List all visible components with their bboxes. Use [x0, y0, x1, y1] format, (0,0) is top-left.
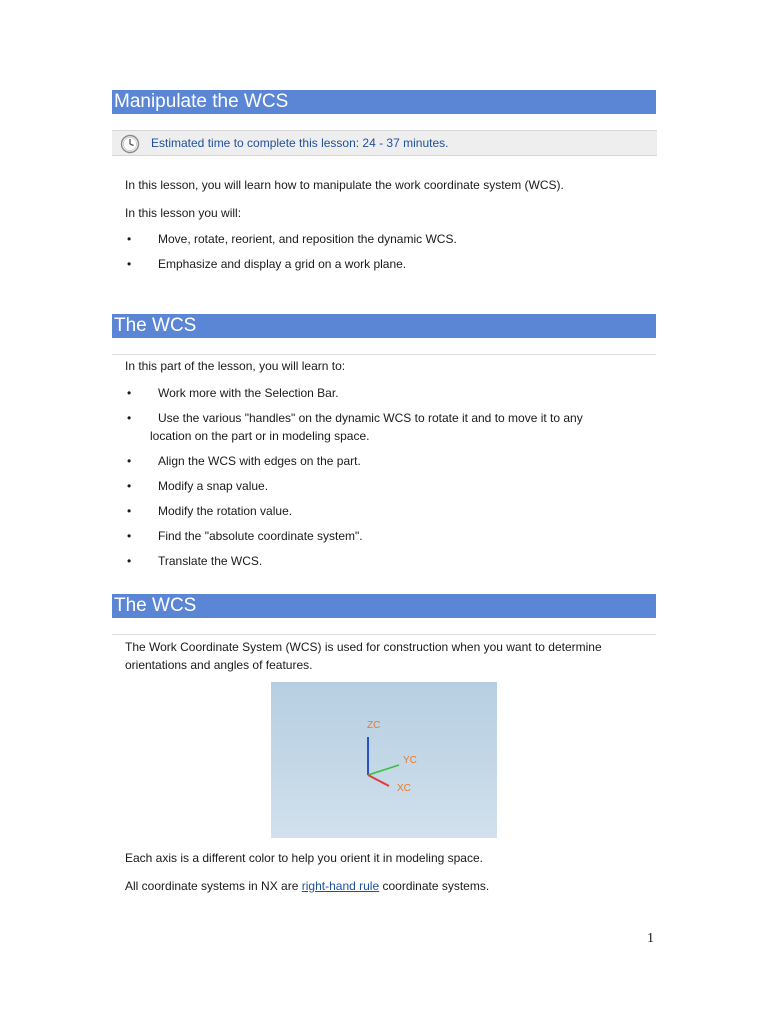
y-axis-line: [368, 765, 399, 775]
bullet-icon: •: [127, 504, 132, 518]
bullet-icon: •: [127, 529, 132, 543]
bullet-icon: •: [127, 454, 132, 468]
estimated-time-text: Estimated time to complete this lesson: 24 - 37 minutes.: [151, 136, 449, 150]
list-item: Modify the rotation value.: [158, 504, 293, 518]
z-axis-label: ZC: [367, 720, 381, 731]
intro-paragraph: In this lesson, you will learn how to manipulate the work coordinate system (WCS).: [125, 178, 564, 192]
bullet-icon: •: [127, 554, 132, 568]
lead-paragraph: In this lesson you will:: [125, 206, 242, 220]
bullet-icon: •: [127, 411, 132, 425]
list-item: Modify a snap value.: [158, 479, 269, 493]
bullet-icon: •: [127, 257, 132, 271]
y-axis-label: YC: [403, 755, 417, 766]
page-number: 1: [647, 931, 654, 946]
x-axis-label: XC: [397, 783, 411, 794]
list-item-continuation: location on the part or in modeling space.: [150, 429, 370, 443]
clock-icon: [120, 134, 140, 154]
list-item: Move, rotate, reorient, and reposition the dynamic WCS.: [158, 232, 457, 246]
lead-paragraph: In this part of the lesson, you will learn to:: [125, 359, 346, 373]
list-item: Translate the WCS.: [158, 554, 263, 568]
section-title-the-wcs-2: The WCS: [112, 594, 656, 618]
x-axis-line: [368, 775, 389, 786]
section-title-the-wcs: The WCS: [112, 314, 656, 338]
rule-text-pre: All coordinate systems in NX are: [125, 879, 302, 893]
wcs-axes-figure: [271, 682, 497, 838]
list-item: Find the "absolute coordinate system".: [158, 529, 363, 543]
right-hand-rule-sentence: [125, 878, 489, 895]
estimated-time-banner: [112, 130, 657, 156]
right-hand-rule-link[interactable]: right-hand rule: [301, 879, 380, 893]
bullet-icon: •: [127, 479, 132, 493]
rule-text-post: coordinate systems.: [379, 879, 490, 893]
list-item: Work more with the Selection Bar.: [158, 386, 339, 400]
wcs-paragraph-line2: orientations and angles of features.: [125, 658, 313, 672]
list-item: Emphasize and display a grid on a work plane.: [158, 257, 407, 271]
divider: [112, 634, 656, 635]
axis-caption: Each axis is a different color to help you orient it in modeling space.: [125, 851, 483, 865]
divider: [112, 354, 656, 355]
wcs-axes-diagram: [271, 682, 497, 838]
list-item: Use the various "handles" on the dynamic WCS to rotate it and to move it to any: [158, 411, 583, 425]
bullet-icon: •: [127, 232, 132, 246]
list-item: Align the WCS with edges on the part.: [158, 454, 361, 468]
wcs-paragraph-line1: The Work Coordinate System (WCS) is used for construction when you want to determine: [125, 640, 602, 654]
bullet-icon: •: [127, 386, 132, 400]
section-title-manipulate-wcs: Manipulate the WCS: [112, 90, 656, 114]
